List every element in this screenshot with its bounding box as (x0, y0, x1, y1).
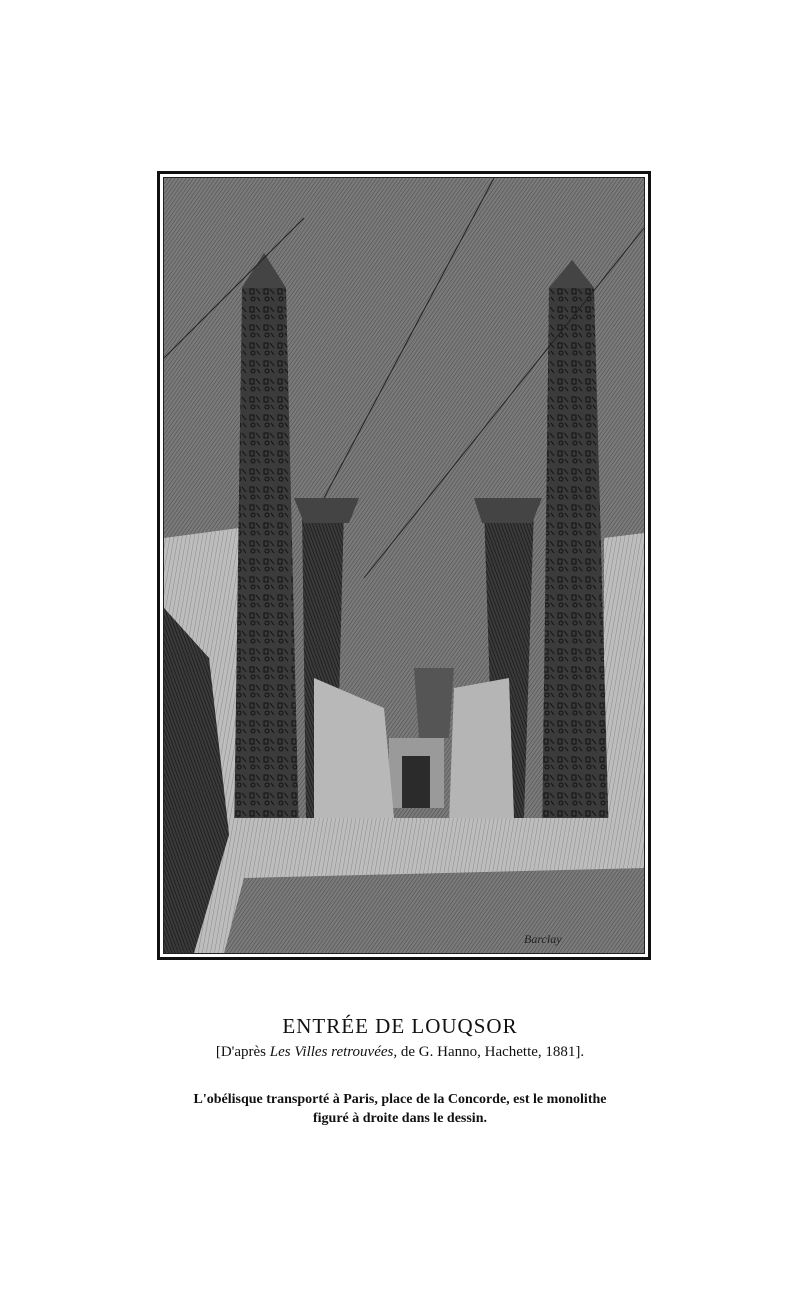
right-ruins (449, 678, 514, 823)
source-prefix: [D'après (215, 1044, 270, 1060)
artist-signature: Barclay (524, 932, 562, 946)
right-wall (604, 533, 644, 838)
engraving-image (163, 177, 645, 954)
note-line-1: L'obélisque transporté à Paris, place de la Concorde, est le monolithe (193, 1092, 607, 1107)
luxor-entrance-engraving (164, 178, 644, 953)
distant-pylon (414, 668, 454, 738)
source-book-title: Les Villes retrouvées, (269, 1044, 398, 1060)
note-line-2: figuré à droite dans le dessin. (313, 1111, 487, 1126)
plate-source (0, 1044, 800, 1061)
plate-title: ENTRÉE DE LOUQSOR (282, 1014, 518, 1038)
source-details: de G. Hanno, Hachette, 1881]. (397, 1044, 585, 1060)
plate-note (0, 1090, 800, 1128)
engraving-plate (157, 171, 651, 960)
